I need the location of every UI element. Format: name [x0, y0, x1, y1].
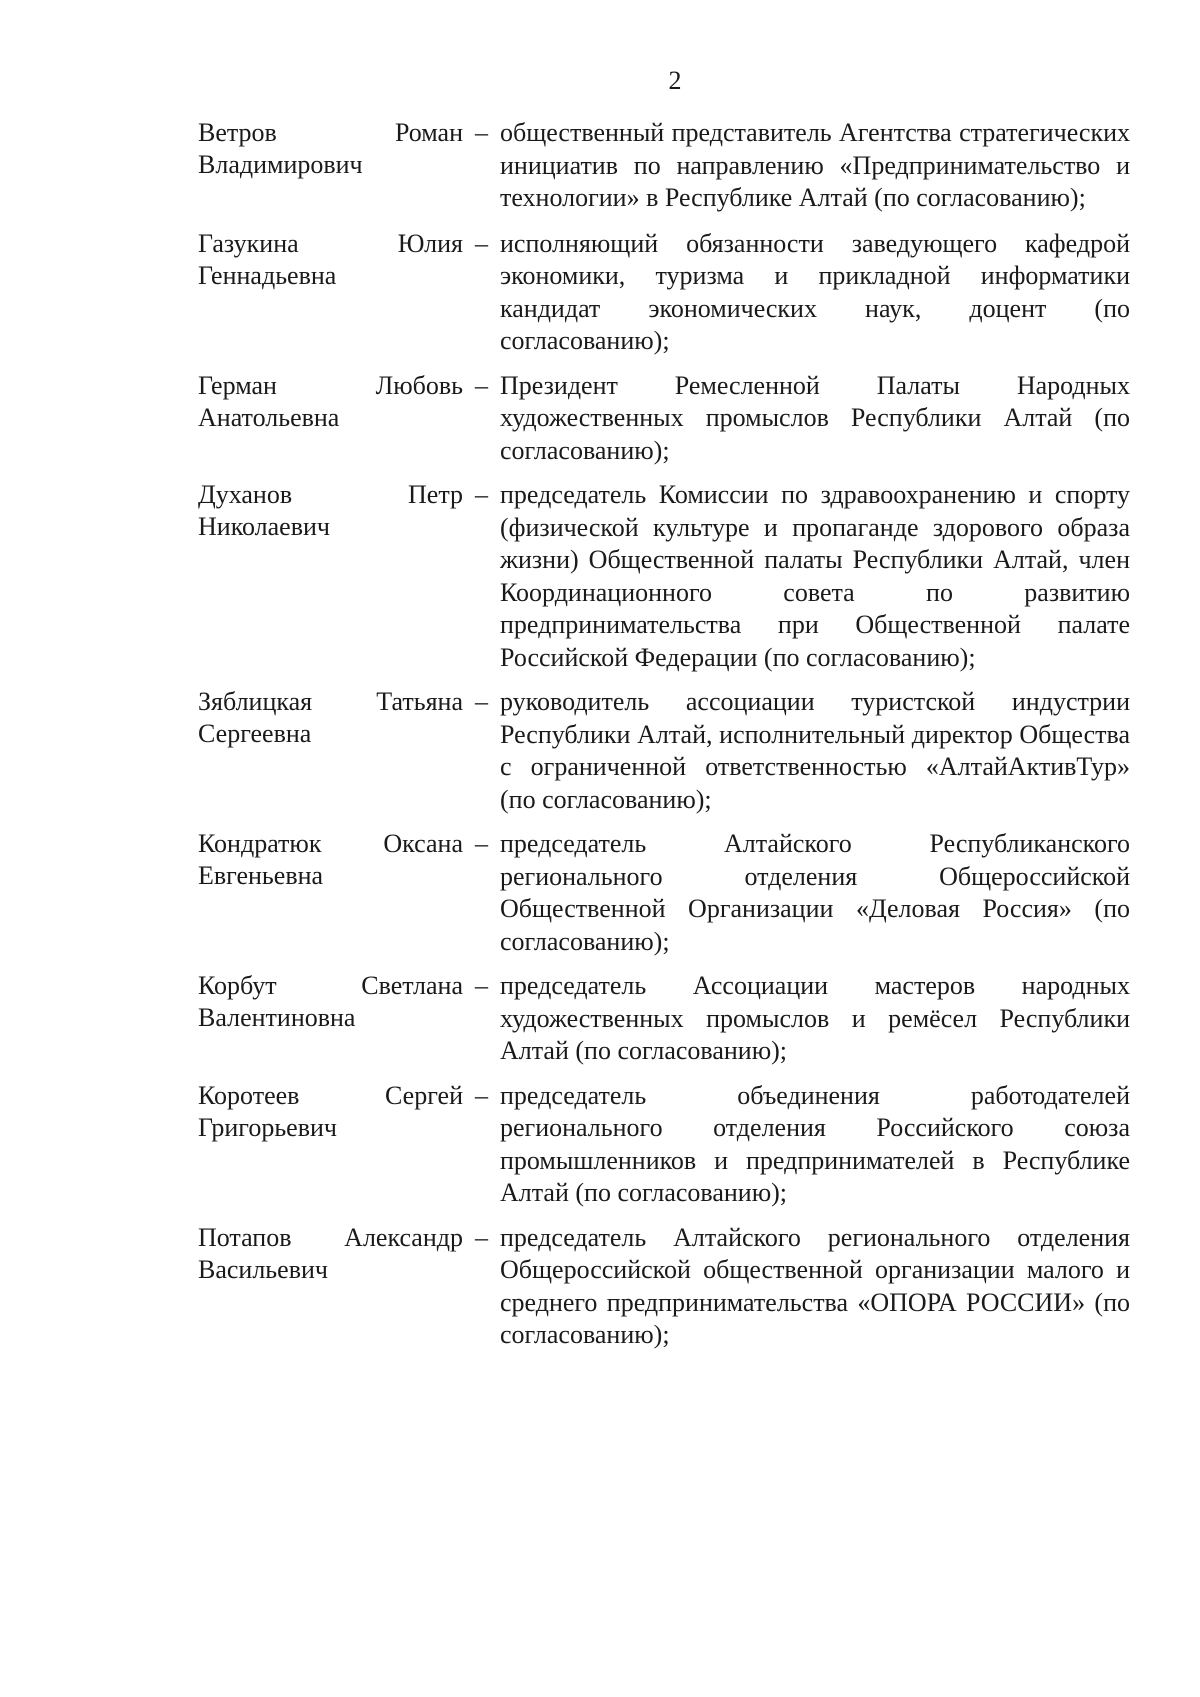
- member-patronymic: Сергеевна: [198, 719, 312, 748]
- member-patronymic: Валентиновна: [198, 1003, 356, 1032]
- dash-separator: –: [475, 829, 488, 858]
- member-patronymic: Владимирович: [198, 150, 363, 179]
- member-surname: Ветров: [198, 118, 277, 147]
- member-patronymic: Григорьевич: [198, 1112, 337, 1142]
- list-item: [198, 370, 1130, 468]
- list-item: [198, 479, 1130, 674]
- member-name: [198, 1080, 463, 1144]
- list-item: [198, 1080, 1130, 1210]
- dash-separator: –: [475, 1080, 488, 1110]
- member-patronymic: Геннадьевна: [198, 260, 337, 290]
- member-name: [198, 228, 463, 292]
- dash-separator: –: [475, 480, 488, 509]
- list-item: [198, 117, 1130, 215]
- member-description: исполняющий обязанности заведующего кафедрой экономики, туризма и прикладной информатики кандидат экономических наук, доцент (по согласованию);: [500, 228, 1130, 355]
- member-first-name: Сергей: [385, 1080, 463, 1110]
- list-item: [198, 686, 1130, 816]
- member-patronymic: Евгеньевна: [198, 861, 324, 890]
- member-description: руководитель ассоциации туристской индустрии Республики Алтай, исполнительный директор Общества с ограниченной ответственностью «АлтайАктивТур» (по согласованию);: [500, 687, 1130, 814]
- member-description: общественный представитель Агентства стратегических инициатив по направлению «Предпринимательство и технологии» в Республике Алтай (по согласованию);: [500, 118, 1130, 212]
- member-first-name: Татьяна: [376, 687, 463, 716]
- dash-separator: –: [475, 370, 488, 400]
- member-surname: Корбут: [198, 971, 277, 1000]
- member-surname: Газукина: [198, 228, 299, 258]
- list-item: [198, 228, 1130, 358]
- member-name: [198, 370, 463, 434]
- member-surname: Духанов: [198, 480, 293, 509]
- dash-separator: –: [475, 118, 488, 147]
- member-first-name: Петр: [408, 480, 463, 509]
- member-name: [198, 970, 463, 1034]
- dash-separator: –: [475, 1222, 488, 1252]
- member-description: председатель Комиссии по здравоохранению и спорту (физической культуре и пропаганде здорового образа жизни) Общественной палаты Республики Алтай, член Координационного совета по развитию предпринимательства при Общественной палате Российской Федерации (по согласованию);: [500, 480, 1130, 672]
- dash-separator: –: [475, 971, 488, 1000]
- member-patronymic: Анатольевна: [198, 402, 340, 432]
- member-name: [198, 1222, 463, 1286]
- member-first-name: Светлана: [361, 971, 463, 1000]
- list-item: [198, 1222, 1130, 1352]
- list-item: [198, 828, 1130, 958]
- member-description: председатель Ассоциации мастеров народных художественных промыслов и ремёсел Республики Алтай (по согласованию);: [500, 971, 1130, 1065]
- member-list: [198, 117, 1130, 1364]
- member-description: председатель объединения работодателей регионального отделения Российского союза промышленников и предпринимателей в Республике Алтай (по согласованию);: [500, 1080, 1130, 1207]
- member-first-name: Александр: [344, 1222, 463, 1252]
- member-first-name: Любовь: [375, 370, 463, 400]
- member-surname: Коротеев: [198, 1080, 300, 1110]
- member-first-name: Оксана: [383, 829, 463, 858]
- member-surname: Потапов: [198, 1222, 292, 1252]
- member-first-name: Роман: [394, 118, 463, 147]
- member-name: [198, 828, 463, 892]
- dash-separator: –: [475, 228, 488, 258]
- member-surname: Герман: [198, 370, 277, 400]
- member-surname: Зяблицкая: [198, 687, 313, 716]
- page-number: 2: [668, 66, 682, 95]
- member-name: [198, 479, 463, 543]
- member-name: [198, 686, 463, 750]
- dash-separator: –: [475, 687, 488, 716]
- list-item: [198, 970, 1130, 1068]
- member-first-name: Юлия: [397, 228, 463, 258]
- member-patronymic: Васильевич: [198, 1254, 328, 1284]
- member-surname: Кондратюк: [198, 829, 322, 858]
- member-description: председатель Алтайского регионального отделения Общероссийской общественной организации малого и среднего предпринимательства «ОПОРА РОССИИ» (по согласованию);: [500, 1222, 1130, 1349]
- member-description: Президент Ремесленной Палаты Народных художественных промыслов Республики Алтай (по согласованию);: [500, 370, 1130, 465]
- member-patronymic: Николаевич: [198, 512, 330, 541]
- member-description: председатель Алтайского Республиканского регионального отделения Общероссийской Общественной Организации «Деловая Россия» (по согласованию);: [500, 829, 1130, 956]
- member-name: [198, 117, 463, 181]
